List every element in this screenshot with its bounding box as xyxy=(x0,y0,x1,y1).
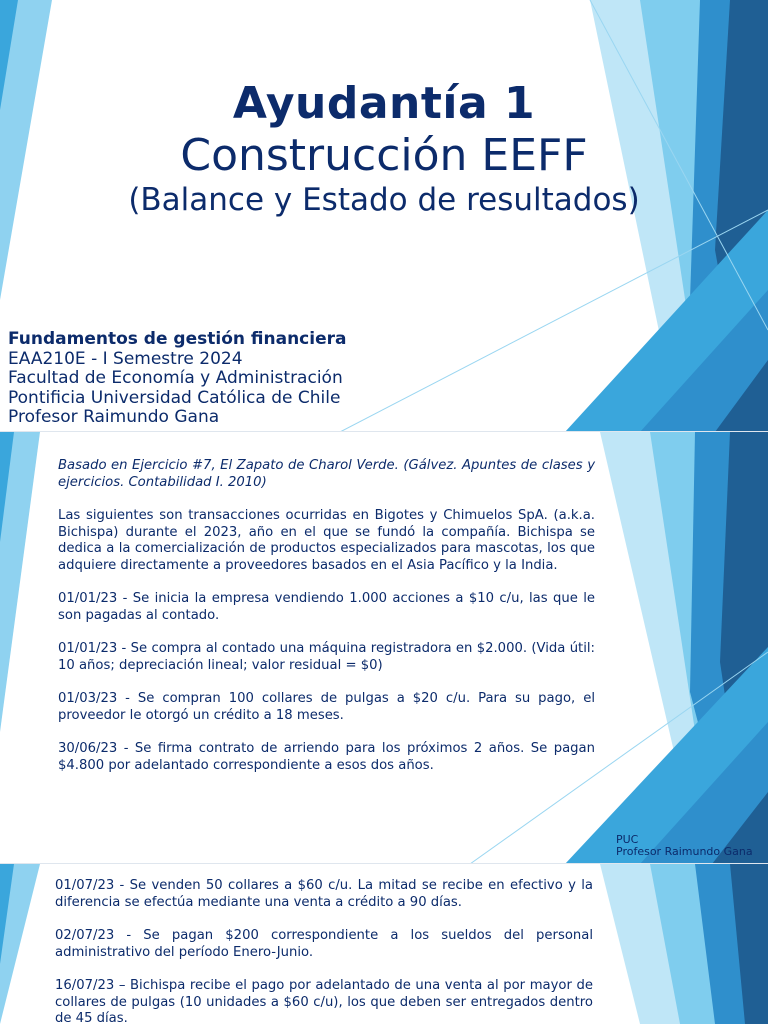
footer-professor: Profesor Raimundo Gana xyxy=(616,845,753,858)
intro-paragraph: Las siguientes son transacciones ocurridas en Bigotes y Chimuelos SpA. (a.k.a. Bichispa) durante el 2023, año en el que se fundó la compañía. Bichispa se dedica a la comercialización de productos especializados para mascotas, los que adquiere directamente a proveedores basados en el Asia Pacífico y la India. xyxy=(58,508,595,573)
university: Pontificia Universidad Católica de Chile xyxy=(8,387,341,408)
footer-institution: PUC xyxy=(616,833,639,846)
title-slide xyxy=(0,0,768,432)
professor: Profesor Raimundo Gana xyxy=(8,407,220,427)
transaction-item: 16/07/23 – Bichispa recibe el pago por adelantado de una venta al por mayor de collares de pulgas (10 unidades a $60 c/u), los que deben ser entregados dentro de 45 días. xyxy=(55,978,593,1024)
transaction-item: 01/01/23 - Se inicia la empresa vendiendo 1.000 acciones a $10 c/u, las que le son pagadas al contado. xyxy=(58,591,595,623)
slide-subtitle-secondary: (Balance y Estado de resultados) xyxy=(128,182,640,218)
course-code: EAA210E - I Semestre 2024 xyxy=(8,348,243,369)
transaction-item: 01/01/23 - Se compra al contado una máquina registradora en $2.000. (Vida útil: 10 años; depreciación lineal; valor residual = $0) xyxy=(58,641,595,673)
slide-footer xyxy=(616,834,753,858)
transaction-item: 02/07/23 - Se pagan $200 correspondiente a los sueldos del personal administrativo del período Enero-Junio. xyxy=(55,928,593,960)
transaction-item: 01/07/23 - Se venden 50 collares a $60 c/u. La mitad se recibe en efectivo y la diferencia se efectúa mediante una venta a crédito a 90 días. xyxy=(55,878,593,910)
exercise-text xyxy=(55,878,593,1024)
transaction-item: 01/03/23 - Se compran 100 collares de pulgas a $20 c/u. Para su pago, el proveedor le otorgó un crédito a 18 meses. xyxy=(58,691,595,723)
exercise-slide xyxy=(0,432,768,864)
course-title: Fundamentos de gestión financiera xyxy=(8,329,347,349)
course-info xyxy=(8,330,346,428)
exercise-slide-continued xyxy=(0,864,768,1024)
faculty: Facultad de Economía y Administración xyxy=(8,368,343,388)
slide-title: Ayudantía 1 xyxy=(232,78,536,129)
transaction-item: 30/06/23 - Se firma contrato de arriendo para los próximos 2 años. Se pagan $4.800 por adelantado correspondiente a esos dos años. xyxy=(58,741,595,773)
exercise-text xyxy=(58,458,595,791)
source-citation: Basado en Ejercicio #7, El Zapato de Charol Verde. (Gálvez. Apuntes de clases y ejercicios. Contabilidad I. 2010) xyxy=(58,458,595,490)
slide-subtitle: Construcción EEFF xyxy=(180,130,588,181)
